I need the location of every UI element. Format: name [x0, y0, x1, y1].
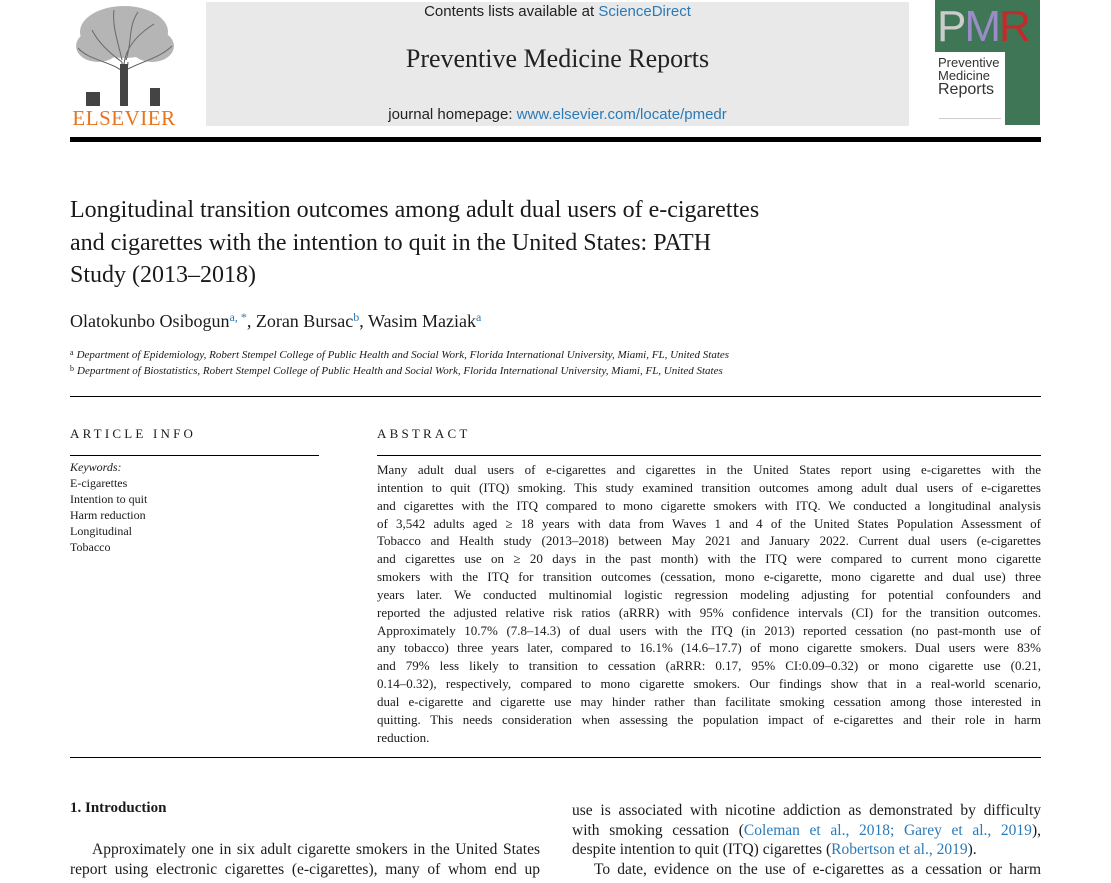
introduction-heading: 1. Introduction	[70, 800, 167, 816]
author-affiliation-mark[interactable]: a	[476, 310, 482, 324]
homepage-prefix: journal homepage:	[388, 106, 517, 123]
author-list: Olatokunbo Osibogun$^{a, *}$, Zoran Bursac$^b$, Wasim Maziak$^a$	[70, 310, 482, 331]
author-name: Zoran Bursac	[255, 311, 354, 331]
abstract-line: Tobacco and Health study (2013–2018) between May 2021 and January 2022. Current dual users (e-cigarettes	[377, 533, 1041, 549]
abstract-body	[377, 461, 1041, 747]
title-line: and cigarettes with the intention to quit in the United States: PATH	[70, 229, 712, 256]
cover-line-3: Reports	[938, 81, 995, 98]
citation-link[interactable]: Coleman et al., 2018; Garey et al., 2019	[743, 821, 1032, 839]
abstract-line: smokers with the ITQ for transition outcomes (cessation, mono e-cigarette, mono cigarette and dual use) three	[377, 569, 1041, 585]
keywords-label: Keywords:	[70, 460, 122, 474]
cover-journal-name	[938, 56, 999, 98]
intro-right-column	[572, 801, 1041, 879]
title-line: Study (2013–2018)	[70, 262, 256, 288]
abstract-line: and 79% less likely to transition to cessation (aRRR: 0.17, 95% CI:0.09–0.32) or mono cigarette use (0.21,	[377, 658, 1041, 674]
abstract-line: 0.14–0.32), respectively, compared to mono cigarette smokers. Our findings show that in a real-world scenario,	[377, 676, 1041, 692]
cover-line-1: Preventive	[938, 55, 1000, 70]
intro-line: Approximately one in six adult cigarette smokers in the United States	[92, 841, 540, 858]
abstract-line: any tobacco) three years later, compared to 16.1% (14.6–17.7) of mono cigarette smokers. Dual users were 83%	[377, 640, 1041, 656]
article-info-rule	[70, 455, 319, 456]
author-name: Olatokunbo Osibogun	[70, 311, 230, 331]
contents-line	[206, 3, 909, 20]
keyword-item: Longitudinal	[70, 524, 132, 538]
abstract-line: dual e-cigarette and cigarette use may hinder rather than facilitate smoking cessation among those interested in	[377, 693, 1041, 709]
intro-line: To date, evidence on the use of e-cigarettes as a cessation or harm	[594, 860, 1041, 878]
affiliation-a: $^a$ Department of Epidemiology, Robert Stempel College of Public Health and Social Work, Florida International University, Miami, FL, United States	[70, 348, 730, 361]
intro-left-column	[70, 840, 540, 879]
author-name: Wasim Maziak	[367, 311, 477, 331]
intro-line: report using electronic cigarettes (e-cigarettes), many of whom end up	[70, 860, 540, 878]
intro-line: use is associated with nicotine addiction as demonstrated by difficulty	[572, 802, 1041, 819]
abstract-line: quitting. This needs consideration when assessing the population impact of e-cigarettes and their role in harm	[377, 711, 1041, 727]
journal-title: Preventive Medicine Reports	[405, 44, 710, 73]
abstract-line: and cigarettes with the ITQ compared to mono cigarette smokers with ITQ. We conducted a longitudinal analysis	[377, 497, 1041, 513]
author-affiliation-mark[interactable]: b	[353, 310, 360, 324]
homepage-line	[206, 106, 909, 123]
abstract-line: Many adult dual users of e-cigarettes and cigarettes in the United States report using e-cigarettes with the	[377, 462, 1041, 477]
keyword-item: Harm reduction	[70, 508, 146, 522]
article-info-heading: ARTICLE INFO	[70, 426, 197, 441]
cover-pmr-logo: PMR	[937, 2, 1029, 51]
journal-cover-thumbnail[interactable]	[935, 0, 1040, 125]
abstract-line: Approximately 10.7% (7.8–14.3) of dual users with the ITQ (in 2013) reported cessation (no past-month use of	[377, 622, 1041, 638]
abstract-rule	[377, 455, 1041, 456]
affiliation-b: $^b$ Department of Biostatistics, Robert Stempel College of Public Health and Social Work, Florida International University, Miami, FL, United States	[70, 364, 723, 377]
keyword-item: Tobacco	[70, 540, 111, 554]
abstract-line: reported the adjusted relative risk ratios (aRRR) with 95% confidence intervals (CI) for the transition outcomes.	[377, 604, 1041, 620]
abstract-line: and cigarettes use on ≥ 20 days in the past month) with the ITQ were compared to current mono cigarette	[377, 551, 1041, 567]
abstract-line: intention to quit (ITQ) smoking. This study examined transition outcomes among adult dual users of e-cigarettes	[377, 479, 1041, 495]
keyword-item: E-cigarettes	[70, 476, 128, 490]
abstract-line: years later. We conducted multinomial logistic regression modeling adjusting for potential confounders and	[377, 586, 1041, 602]
header-thick-rule	[70, 137, 1041, 142]
cover-rule	[939, 118, 1001, 119]
elsevier-wordmark: ELSEVIER	[72, 106, 176, 130]
keyword-item: Intention to quit	[70, 492, 148, 506]
section-rule	[70, 757, 1041, 758]
abstract-line: reduction.	[377, 729, 430, 745]
title-line: Longitudinal transition outcomes among adult dual users of e-cigarettes	[70, 197, 760, 223]
intro-line: with smoking cessation (Coleman et al., 2018; Garey et al., 2019),	[572, 821, 1041, 839]
intro-line: despite intention to quit (ITQ) cigarettes (Robertson et al., 2019).	[572, 841, 977, 858]
article-title	[70, 194, 900, 292]
citation-link[interactable]: Robertson et al., 2019	[831, 841, 968, 858]
sciencedirect-link[interactable]: ScienceDirect	[598, 3, 691, 20]
contents-prefix: Contents lists available at	[424, 3, 599, 20]
abstract-heading: ABSTRACT	[377, 426, 471, 441]
cover-line-2: Medicine	[938, 68, 991, 83]
abstract-line: of 3,542 adults aged ≥ 18 years with data from Waves 1 and 4 of the United States Population Assessment of	[377, 515, 1041, 531]
section-rule	[70, 396, 1041, 397]
author-affiliation-mark[interactable]: a, *	[229, 310, 247, 324]
homepage-link[interactable]: www.elsevier.com/locate/pmedr	[516, 106, 727, 123]
